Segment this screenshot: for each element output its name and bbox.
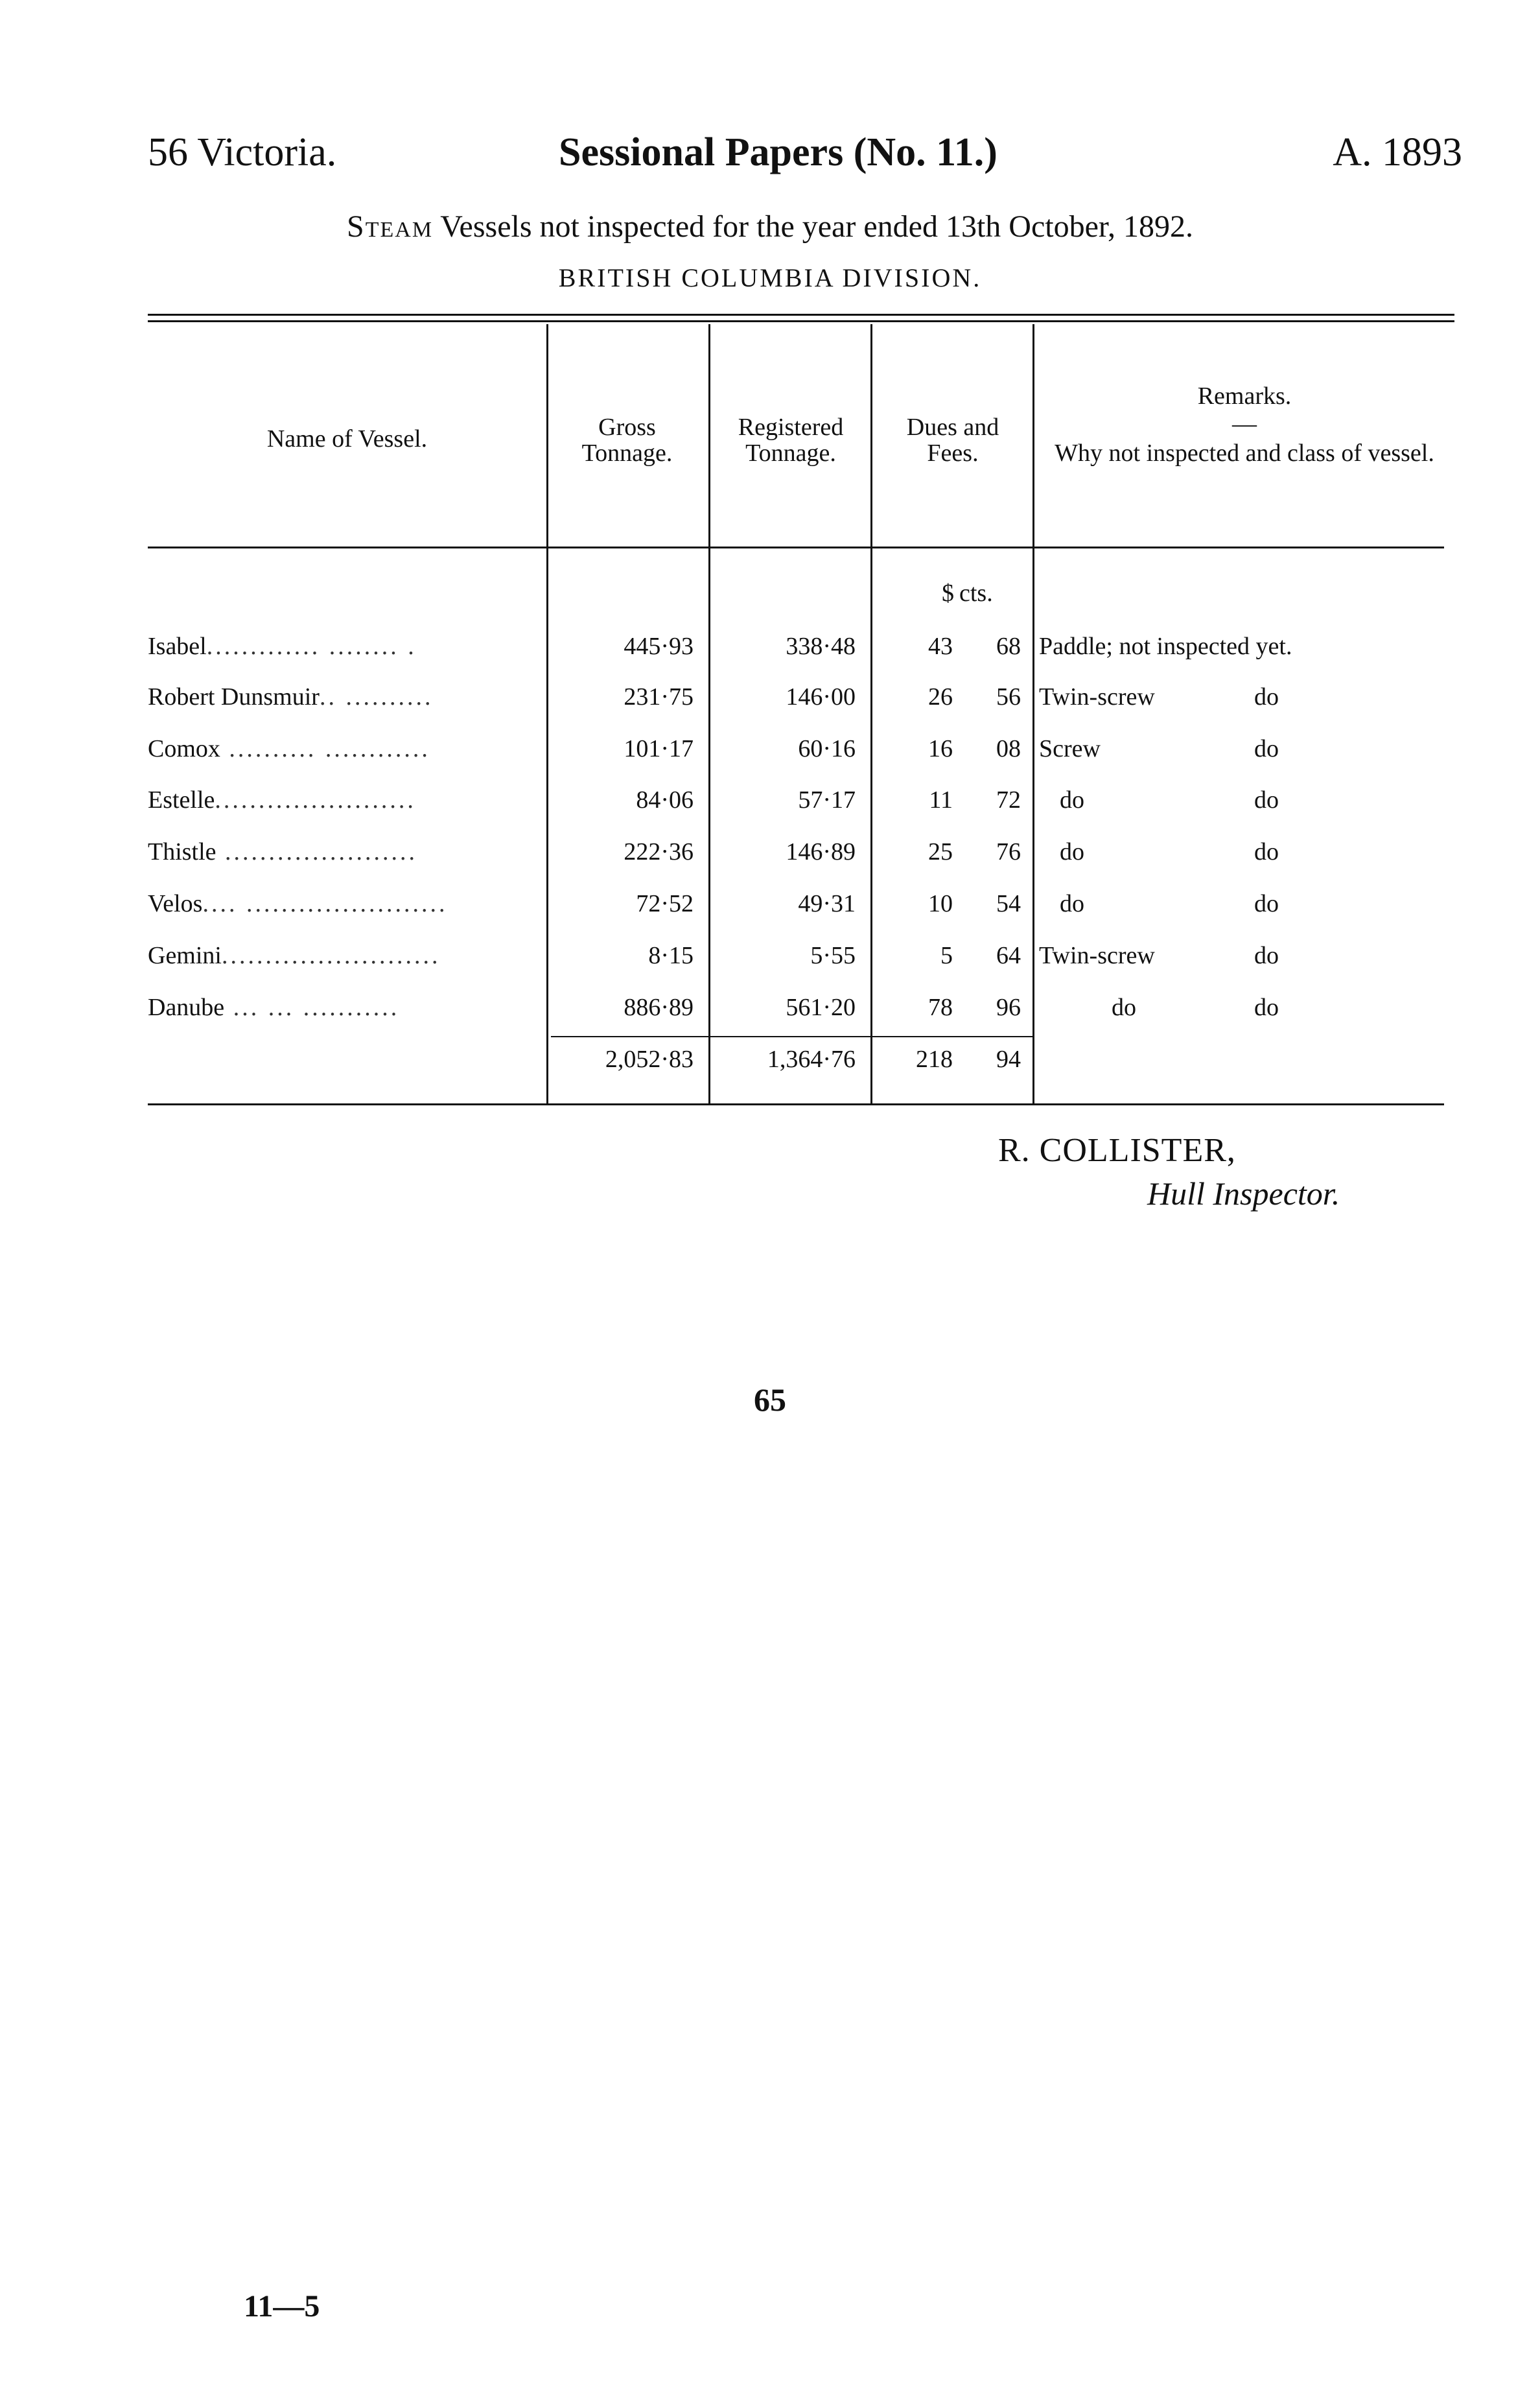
footer-sheet-number: 11—5 [244,2289,320,2324]
dues-cents: 08 [996,735,1021,762]
page-number: 65 [754,1382,786,1418]
vessel-name: Estelle....................... [148,786,416,814]
total-dollars: 218 [916,1046,953,1073]
dues-dollars: 11 [929,786,953,814]
registered-tonnage: 60·16 [798,735,856,762]
header-volume: 56 Victoria. [148,130,337,174]
dues-dollars: 5 [940,942,953,969]
gross-tonnage: 445·93 [624,633,694,660]
dues-cents: 76 [996,838,1021,865]
remark-class: do [1060,890,1084,917]
subtitle-rest: Vessels not inspected for the year ended 13th October, 1892. [440,209,1193,244]
colhead-remarks-sub: Why not inspected and class of vessel. [1055,440,1434,467]
gross-tonnage: 72·52 [636,890,694,917]
remark-status: do [1254,683,1279,711]
remark-class: do [1060,786,1084,814]
colhead-remarks-dash: — [1232,410,1257,438]
dues-cents: 56 [996,683,1021,711]
top-double-rule-1 [148,314,1454,316]
remark-status: do [1254,942,1279,969]
dues-dollars: 16 [928,735,953,762]
remark-status: do [1254,735,1279,762]
gross-tonnage: 231·75 [624,683,694,711]
top-double-rule-2 [148,320,1454,322]
remark-class: Twin-screw [1039,942,1155,969]
total-registered: 1,364·76 [767,1046,856,1073]
gross-tonnage: 222·36 [624,838,694,865]
vessel-name: Thistle ...................... [148,838,418,865]
vessel-name: Danube ... ... ........... [148,994,400,1021]
registered-tonnage: 5·55 [810,942,856,969]
colhead-remarks-title: Remarks. [1197,382,1292,410]
col-divider-3 [870,324,872,1103]
header-title: Sessional Papers (No. 11.) [559,130,998,174]
registered-tonnage: 338·48 [786,633,856,660]
totals-rule [551,1036,1034,1037]
colhead-dues: Dues and Fees. [906,414,999,467]
remark-class: do [1060,838,1084,865]
registered-tonnage: 561·20 [786,994,856,1021]
total-cents: 94 [996,1046,1021,1073]
vessel-name: Velos.... ....................... [148,890,448,917]
division-title: BRITISH COLUMBIA DIVISION. [558,263,982,292]
header-year: A. 1893 [1333,130,1462,174]
table-subtitle [0,209,1540,244]
remark-status: do [1254,994,1279,1021]
remark-class: Twin-screw [1039,683,1155,711]
dues-dollars: 26 [928,683,953,711]
registered-tonnage: 57·17 [798,786,856,814]
dues-cents: 54 [996,890,1021,917]
registered-tonnage: 146·89 [786,838,856,865]
signature-title: Hull Inspector. [1147,1175,1340,1212]
vessel-name: Isabel............. ........ . [148,633,417,660]
dues-dollars: 78 [928,994,953,1021]
colhead-gross: Gross Tonnage. [581,414,673,467]
unit-dollars: $ [942,580,954,607]
dues-dollars: 43 [928,633,953,660]
col-divider-1 [546,324,548,1103]
remark-status: do [1254,890,1279,917]
colhead-name: Name of Vessel. [266,425,428,453]
registered-tonnage: 49·31 [798,890,856,917]
gross-tonnage: 886·89 [624,994,694,1021]
subtitle-lead: Steam [347,209,434,244]
gross-tonnage: 8·15 [648,942,694,969]
col-divider-2 [708,324,710,1103]
vessel-name: Comox .......... ............ [148,735,430,762]
gross-tonnage: 101·17 [624,735,694,762]
colhead-registered: Registered Tonnage. [738,414,844,467]
dues-dollars: 10 [928,890,953,917]
remark-status: do [1254,838,1279,865]
remark-class: do [1112,994,1136,1021]
remark-status: do [1254,786,1279,814]
gross-tonnage: 84·06 [636,786,694,814]
dues-dollars: 25 [928,838,953,865]
dues-cents: 96 [996,994,1021,1021]
registered-tonnage: 146·00 [786,683,856,711]
bottom-rule [148,1103,1444,1105]
vessel-name: Robert Dunsmuir.. .......... [148,683,434,711]
total-gross: 2,052·83 [605,1046,694,1073]
remark-class: Paddle; not inspected yet. [1039,633,1292,660]
remark-class: Screw [1039,735,1101,762]
unit-cents: cts. [959,580,993,607]
dues-cents: 72 [996,786,1021,814]
col-divider-4 [1032,324,1034,1103]
vessel-name: Gemini......................... [148,942,441,969]
signature-name: R. COLLISTER, [998,1132,1236,1169]
dues-cents: 68 [996,633,1021,660]
dues-cents: 64 [996,942,1021,969]
header-rule [148,547,1444,548]
